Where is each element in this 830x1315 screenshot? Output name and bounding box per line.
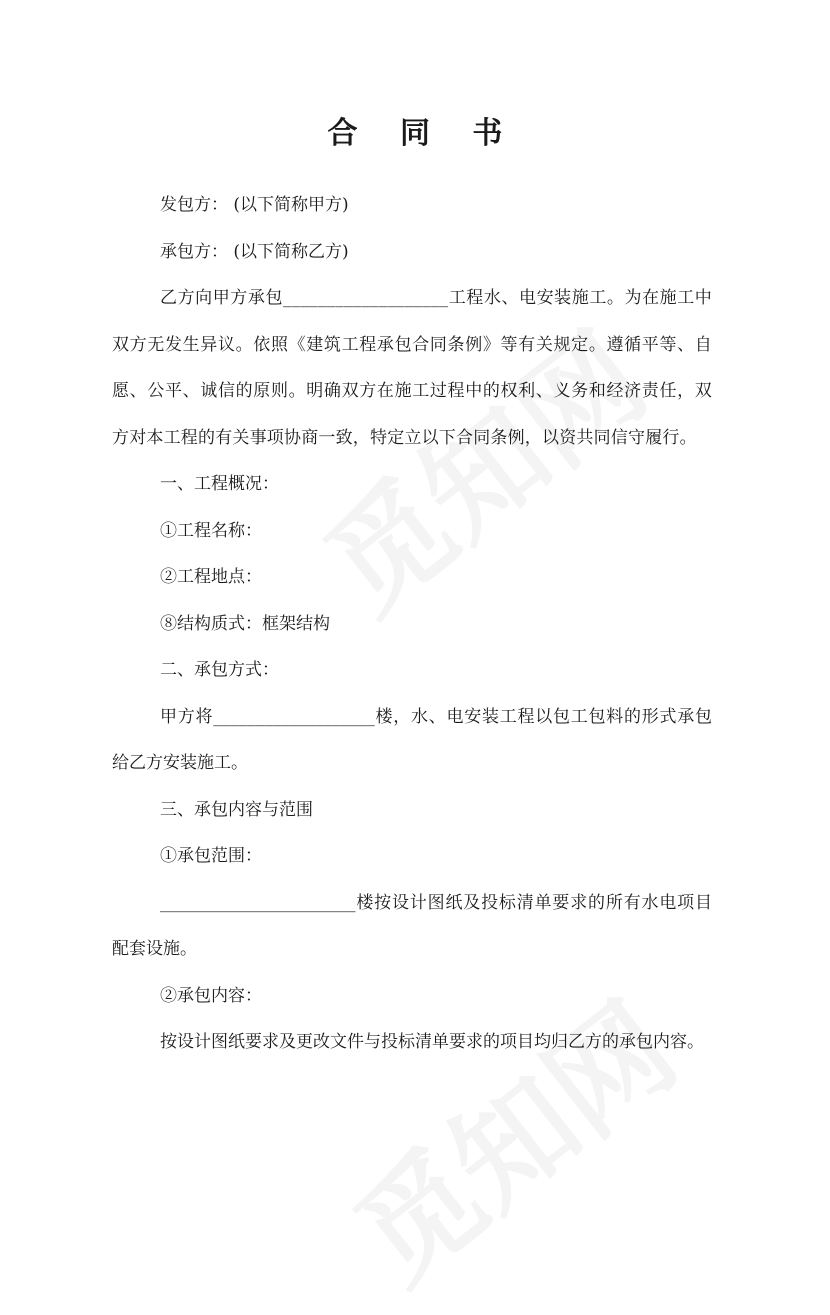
document-body (112, 182, 712, 1066)
content-heading-line: ②承包内容： (160, 985, 262, 1006)
contract-method-paragraph: 甲方将___________________楼，水、电安装工程以包工包料的形式承包给乙方安装施工。 (112, 706, 712, 773)
section-heading-project-overview: 一、工程概况： (160, 474, 279, 494)
section-heading-scope: 三、承包内容与范围 (160, 799, 313, 820)
project-location-line: ②工程地点： (160, 567, 262, 587)
document-title: 合 同 书 (327, 116, 519, 151)
preamble-paragraph: 乙方向甲方承包___________________工程水、电安装施工。为在施工中双方无发生异议。依照《建筑工程承包合同条例》等有关规定。遵循平等、自愿、公平、诚信的原则。明确双方在施工过程中的权利、义务和经济责任，双方对本工程的有关事项协商一致，特定立以下合同条例，以资共同信守履行。 (112, 288, 712, 448)
party-a-line: 发包方： (以下简称甲方) (160, 195, 349, 215)
structure-type-line: ⑧结构质式：框架结构 (160, 613, 330, 634)
project-name-line: ①工程名称： (160, 520, 262, 541)
scope-heading-line: ①承包范围： (160, 846, 262, 866)
content-paragraph: 按设计图纸要求及更改文件与投标清单要求的项目均归乙方的承包内容。 (160, 1032, 704, 1052)
party-b-line: 承包方： (以下简称乙方) (160, 241, 349, 262)
scope-paragraph: _______________________楼按设计图纸及投标清单要求的所有水电项目配套设施。 (112, 892, 712, 959)
section-heading-contract-method: 二、承包方式： (160, 660, 279, 680)
